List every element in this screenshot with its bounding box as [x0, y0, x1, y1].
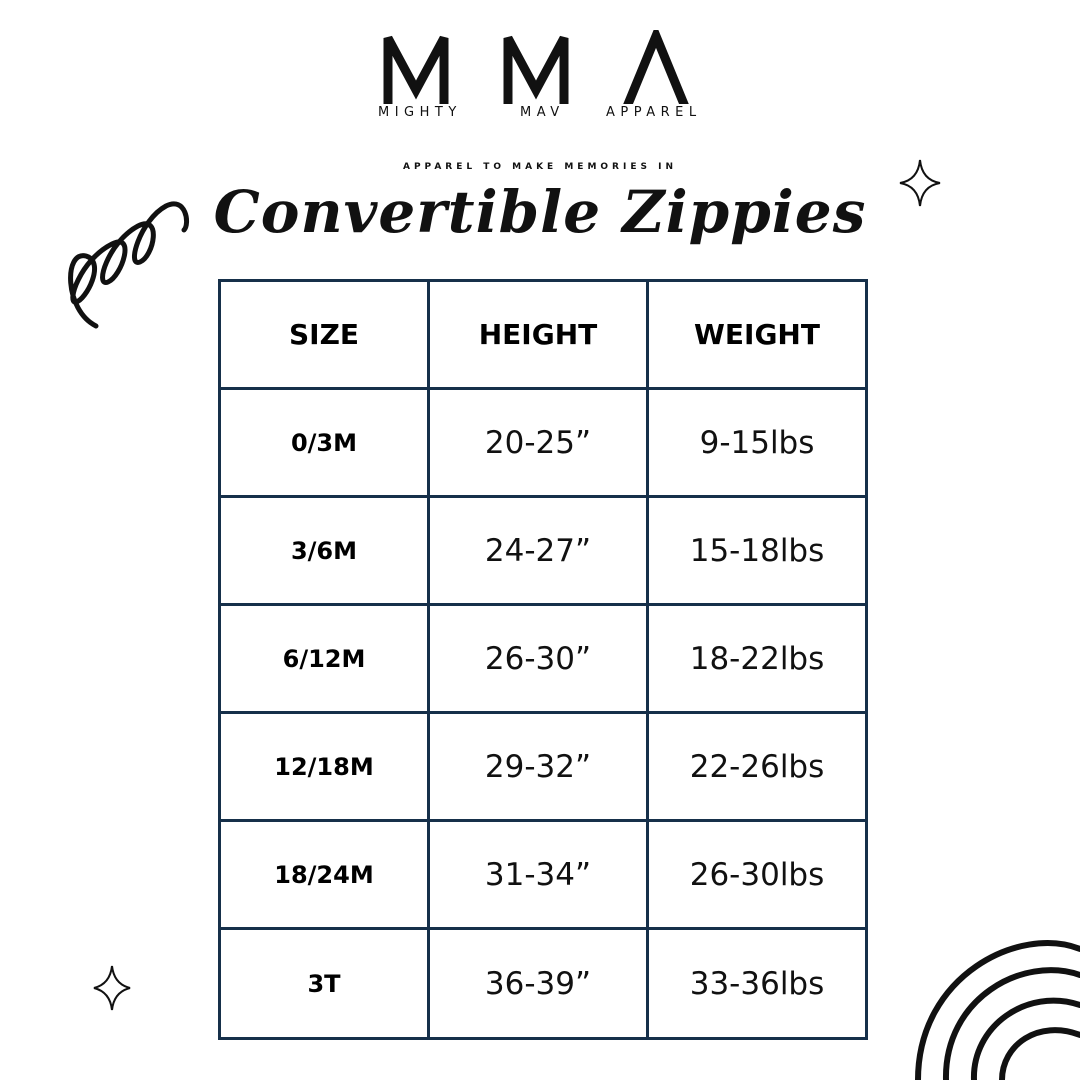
- table-row: [220, 713, 867, 821]
- height-cell: 20-25”: [429, 389, 648, 497]
- size-chart-table: [218, 279, 868, 1040]
- table-row: [220, 497, 867, 605]
- table-row: [220, 929, 867, 1039]
- table-row: [220, 821, 867, 929]
- size-cell: 0/3M: [220, 389, 429, 497]
- weight-cell: 9-15lbs: [648, 389, 867, 497]
- column-header-height: HEIGHT: [429, 281, 648, 389]
- weight-cell: 15-18lbs: [648, 497, 867, 605]
- table-row: [220, 389, 867, 497]
- tagline: APPAREL TO MAKE MEMORIES IN: [403, 162, 677, 172]
- brand-word-apparel: APPAREL: [606, 105, 702, 120]
- height-cell: 26-30”: [429, 605, 648, 713]
- page-title: Convertible Zippies: [213, 178, 867, 246]
- size-cell: 18/24M: [220, 821, 429, 929]
- table-row: [220, 605, 867, 713]
- size-cell: 3/6M: [220, 497, 429, 605]
- size-cell: 12/18M: [220, 713, 429, 821]
- sparkle-icon: [92, 964, 132, 1012]
- weight-cell: 22-26lbs: [648, 713, 867, 821]
- size-cell: 6/12M: [220, 605, 429, 713]
- height-cell: 29-32”: [429, 713, 648, 821]
- height-cell: 24-27”: [429, 497, 648, 605]
- column-header-size: SIZE: [220, 281, 429, 389]
- brand-word-mighty: MIGHTY: [378, 105, 462, 120]
- rainbow-arch-icon: [910, 935, 1080, 1080]
- brand-word-mav: MAV: [520, 105, 565, 120]
- weight-cell: 26-30lbs: [648, 821, 867, 929]
- brand-wordmark: [370, 104, 730, 122]
- height-cell: 31-34”: [429, 821, 648, 929]
- brand-logo: [370, 30, 730, 120]
- sparkle-icon: [898, 158, 942, 208]
- height-cell: 36-39”: [429, 929, 648, 1039]
- table-header-row: [220, 281, 867, 389]
- squiggle-loop-icon: [62, 190, 192, 332]
- weight-cell: 18-22lbs: [648, 605, 867, 713]
- column-header-weight: WEIGHT: [648, 281, 867, 389]
- size-cell: 3T: [220, 929, 429, 1039]
- weight-cell: 33-36lbs: [648, 929, 867, 1039]
